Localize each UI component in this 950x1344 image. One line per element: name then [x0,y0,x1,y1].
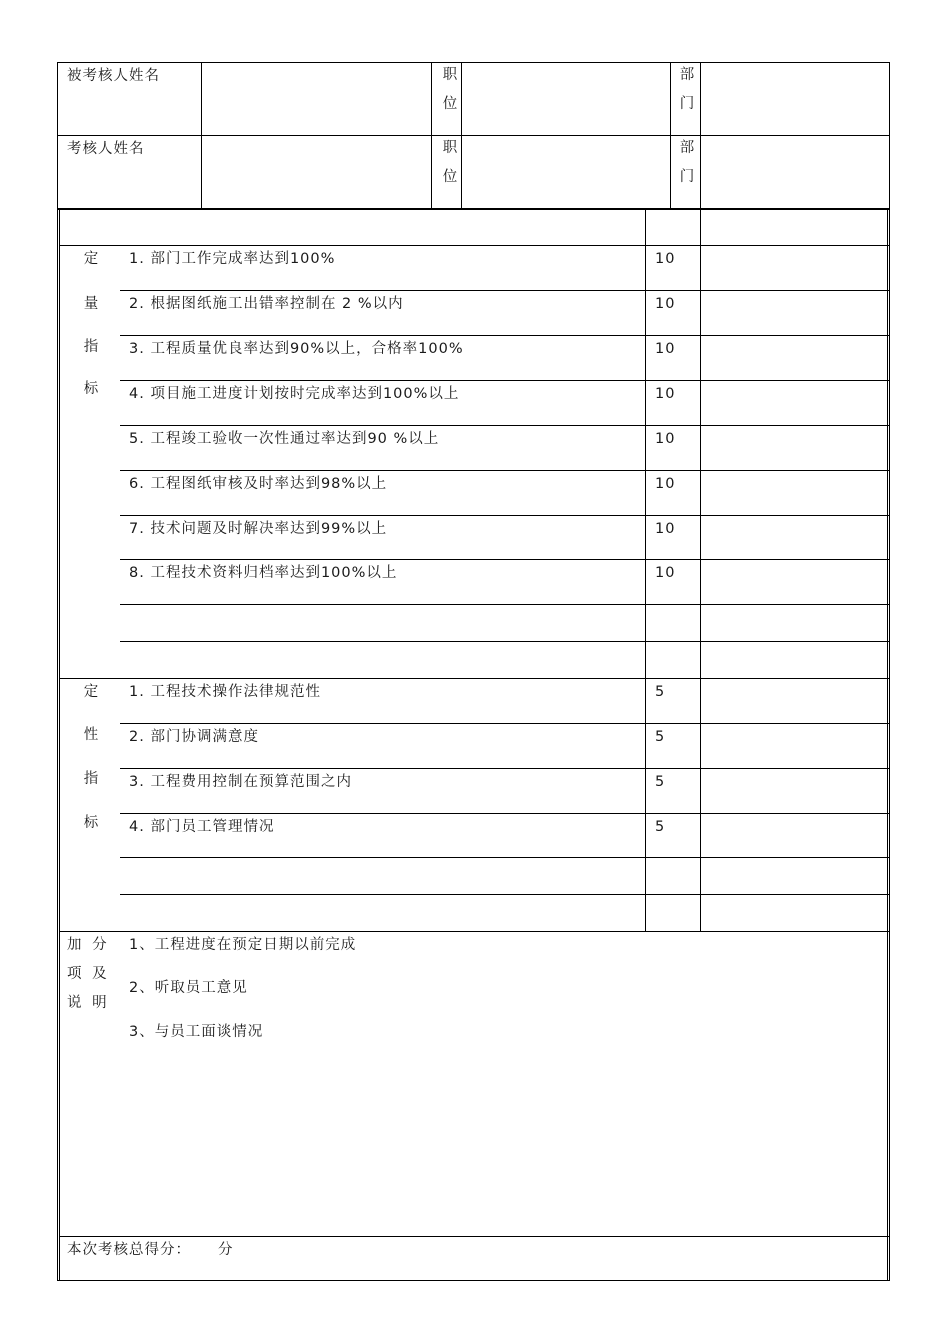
quantitative-label-char: 定 [83,251,99,267]
total-score-unit: 分 [218,1242,234,1258]
bonus-label-line: 项 及 [67,966,110,982]
qualitative-item-score: 5 [655,819,666,835]
quantitative-item-score: 10 [655,565,676,581]
quantitative-item-score: 10 [655,341,676,357]
assessee-department-label: 部 门 [679,67,695,112]
qualitative-label-char: 定 [83,684,99,700]
quantitative-label-char: 指 [83,339,99,355]
assessor-position-label: 职 位 [442,140,458,185]
qualitative-item-text: 1. 工程技术操作法律规范性 [129,684,321,700]
qualitative-item-text: 2. 部门协调满意度 [129,729,259,745]
quantitative-item-text: 3. 工程质量优良率达到90%以上，合格率100% [129,341,464,357]
quantitative-item-text: 7. 技术问题及时解决率达到99%以上 [129,521,388,537]
quantitative-item-score: 10 [655,251,676,267]
quantitative-item-text: 5. 工程竣工验收一次性通过率达到90 %以上 [129,431,440,447]
qualitative-label-char: 标 [83,815,99,831]
assessor-name-label: 考核人姓名 [67,141,145,157]
quantitative-item-text: 6. 工程图纸审核及时率达到98%以上 [129,476,388,492]
assessee-name-label: 被考核人姓名 [67,68,160,84]
quantitative-item-score: 10 [655,476,676,492]
quantitative-item-score: 10 [655,296,676,312]
bonus-item: 1、工程进度在预定日期以前完成 [129,937,357,953]
bonus-label-line: 说 明 [67,995,110,1011]
bonus-label-line: 加 分 [67,937,110,953]
assessee-name-field[interactable] [210,68,425,128]
assessor-position-field[interactable] [470,141,665,201]
qualitative-item-text: 3. 工程费用控制在预算范围之内 [129,774,352,790]
quantitative-item-text: 8. 工程技术资料归档率达到100%以上 [129,565,398,581]
qualitative-item-score: 5 [655,774,666,790]
quantitative-item-text: 4. 项目施工进度计划按时完成率达到100%以上 [129,386,460,402]
qualitative-item-text: 4. 部门员工管理情况 [129,819,275,835]
quantitative-item-score: 10 [655,386,676,402]
bonus-item: 2、听取员工意见 [129,980,248,996]
qualitative-item-score: 5 [655,684,666,700]
quantitative-item-score: 10 [655,431,676,447]
assessee-department-field[interactable] [710,68,880,128]
quantitative-item-text: 1. 部门工作完成率达到100% [129,251,336,267]
quantitative-label-char: 量 [83,296,99,312]
qualitative-item-score: 5 [655,729,666,745]
assessor-name-field[interactable] [210,141,425,201]
assessor-department-field[interactable] [710,141,880,201]
assessor-department-label: 部 门 [679,140,695,185]
quantitative-label-char: 标 [83,381,99,397]
assessee-position-field[interactable] [470,68,665,128]
total-score-label: 本次考核总得分： [67,1242,191,1258]
assessee-position-label: 职 位 [442,67,458,112]
qualitative-label-char: 指 [83,771,99,787]
quantitative-item-score: 10 [655,521,676,537]
bonus-item: 3、与员工面谈情况 [129,1024,264,1040]
quantitative-item-text: 2. 根据图纸施工出错率控制在 2 %以内 [129,296,404,312]
qualitative-label-char: 性 [83,727,99,743]
